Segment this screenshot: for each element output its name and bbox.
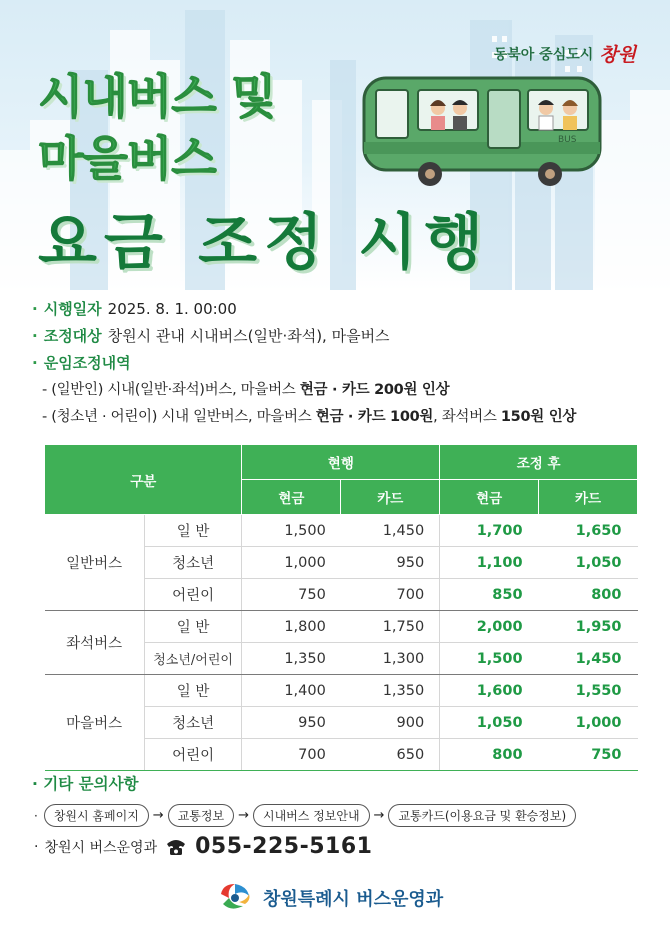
group-name: 마을버스 xyxy=(45,675,145,771)
path-step-transit-card[interactable]: 교통카드(이용요금 및 환승정보) xyxy=(388,804,576,827)
current-card: 1,350 xyxy=(341,675,440,707)
path-step-homepage[interactable]: 창원시 홈페이지 xyxy=(44,804,149,827)
arrow-right-icon: → xyxy=(238,808,249,823)
new-cash: 1,100 xyxy=(440,547,539,579)
passenger-type: 일 반 xyxy=(144,675,242,707)
current-cash: 950 xyxy=(242,707,341,739)
current-card: 950 xyxy=(341,547,440,579)
brand-city-logo: 창원 xyxy=(599,44,636,66)
current-cash: 1,400 xyxy=(242,675,341,707)
phone-number[interactable]: 055-225-5161 xyxy=(195,834,373,859)
group-name: 일반버스 xyxy=(45,515,145,611)
current-cash: 1,500 xyxy=(242,515,341,547)
current-cash: 700 xyxy=(242,739,341,771)
new-card: 1,950 xyxy=(539,611,638,643)
changwon-emblem-icon xyxy=(215,880,255,916)
website-path: · 창원시 홈페이지 → 교통정보 → 시내버스 정보안내 → 교통카드(이용요금 및 환승정보) xyxy=(34,804,576,827)
department-name: 창원시 버스운영과 xyxy=(44,839,158,856)
info-date: · 시행일자 2025. 8. 1. 00:00 xyxy=(32,300,237,318)
new-card: 800 xyxy=(539,579,638,611)
contact-line: · 창원시 버스운영과 055-225-5161 xyxy=(34,834,373,859)
current-cash: 1,350 xyxy=(242,643,341,675)
header-after-card: 카드 xyxy=(539,480,638,515)
footer-logo xyxy=(215,880,443,916)
footer-org-name: 창원특례시 버스운영과 xyxy=(263,889,444,910)
new-cash: 850 xyxy=(440,579,539,611)
group-name: 좌석버스 xyxy=(45,611,145,675)
info-target: · 조정대상 창원시 관내 시내버스(일반·좌석), 마을버스 xyxy=(32,327,390,345)
passenger-type: 청소년/어린이 xyxy=(144,643,242,675)
passenger-type: 청소년 xyxy=(144,547,242,579)
new-card: 1,450 xyxy=(539,643,638,675)
info-section xyxy=(32,296,642,431)
new-card: 750 xyxy=(539,739,638,771)
phone-icon xyxy=(165,838,187,856)
new-cash: 1,500 xyxy=(440,643,539,675)
current-card: 1,450 xyxy=(341,515,440,547)
current-card: 650 xyxy=(341,739,440,771)
current-cash: 1,000 xyxy=(242,547,341,579)
table-row xyxy=(45,675,638,707)
current-cash: 1,800 xyxy=(242,611,341,643)
header-current: 현행 xyxy=(242,445,440,480)
header-current-card: 카드 xyxy=(341,480,440,515)
arrow-right-icon: → xyxy=(152,808,164,823)
new-cash: 1,050 xyxy=(440,707,539,739)
city-brand xyxy=(494,40,636,67)
header-after: 조정 후 xyxy=(440,445,638,480)
new-cash: 800 xyxy=(440,739,539,771)
path-step-traffic-info[interactable]: 교통정보 xyxy=(168,804,234,827)
passenger-type: 어린이 xyxy=(144,739,242,771)
title-line-2: 마을버스 xyxy=(38,132,216,187)
brand-slogan: 동북아 중심도시 xyxy=(493,46,594,63)
title-line-1: 시내버스 및 xyxy=(38,70,276,125)
current-card: 1,300 xyxy=(341,643,440,675)
passenger-type: 청소년 xyxy=(144,707,242,739)
passenger-type: 일 반 xyxy=(144,611,242,643)
table-row xyxy=(45,611,638,643)
fare-table xyxy=(44,444,638,771)
header-current-cash: 현금 xyxy=(242,480,341,515)
new-cash: 1,600 xyxy=(440,675,539,707)
title-line-3: 요금 조정 시행 xyxy=(38,207,491,278)
current-card: 900 xyxy=(341,707,440,739)
hero-banner xyxy=(0,0,670,290)
header-category: 구분 xyxy=(45,445,242,515)
passenger-type: 일 반 xyxy=(144,515,242,547)
bus-text: BUS xyxy=(558,135,577,145)
info-detail-heading: · 운임조정내역 xyxy=(32,354,131,372)
table-row xyxy=(45,515,638,547)
info-adult-line: - (일반인) 시내(일반·좌석)버스, 마을버스 현금 · 카드 200원 인상 xyxy=(42,382,450,398)
new-cash: 2,000 xyxy=(440,611,539,643)
new-card: 1,650 xyxy=(539,515,638,547)
new-cash: 1,700 xyxy=(440,515,539,547)
arrow-right-icon: → xyxy=(373,808,385,823)
new-card: 1,050 xyxy=(539,547,638,579)
current-card: 1,750 xyxy=(341,611,440,643)
etc-heading: · 기타 문의사항 xyxy=(32,775,139,793)
info-youth-line: - (청소년 · 어린이) 시내 일반버스, 마을버스 현금 · 카드 100원, 좌석버스 150원 인상 xyxy=(42,409,577,425)
new-card: 1,550 xyxy=(539,675,638,707)
header-after-cash: 현금 xyxy=(440,480,539,515)
passenger-type: 어린이 xyxy=(144,579,242,611)
path-step-bus-info[interactable]: 시내버스 정보안내 xyxy=(253,804,370,827)
bus-illustration xyxy=(360,70,610,190)
current-cash: 750 xyxy=(242,579,341,611)
new-card: 1,000 xyxy=(539,707,638,739)
current-card: 700 xyxy=(341,579,440,611)
